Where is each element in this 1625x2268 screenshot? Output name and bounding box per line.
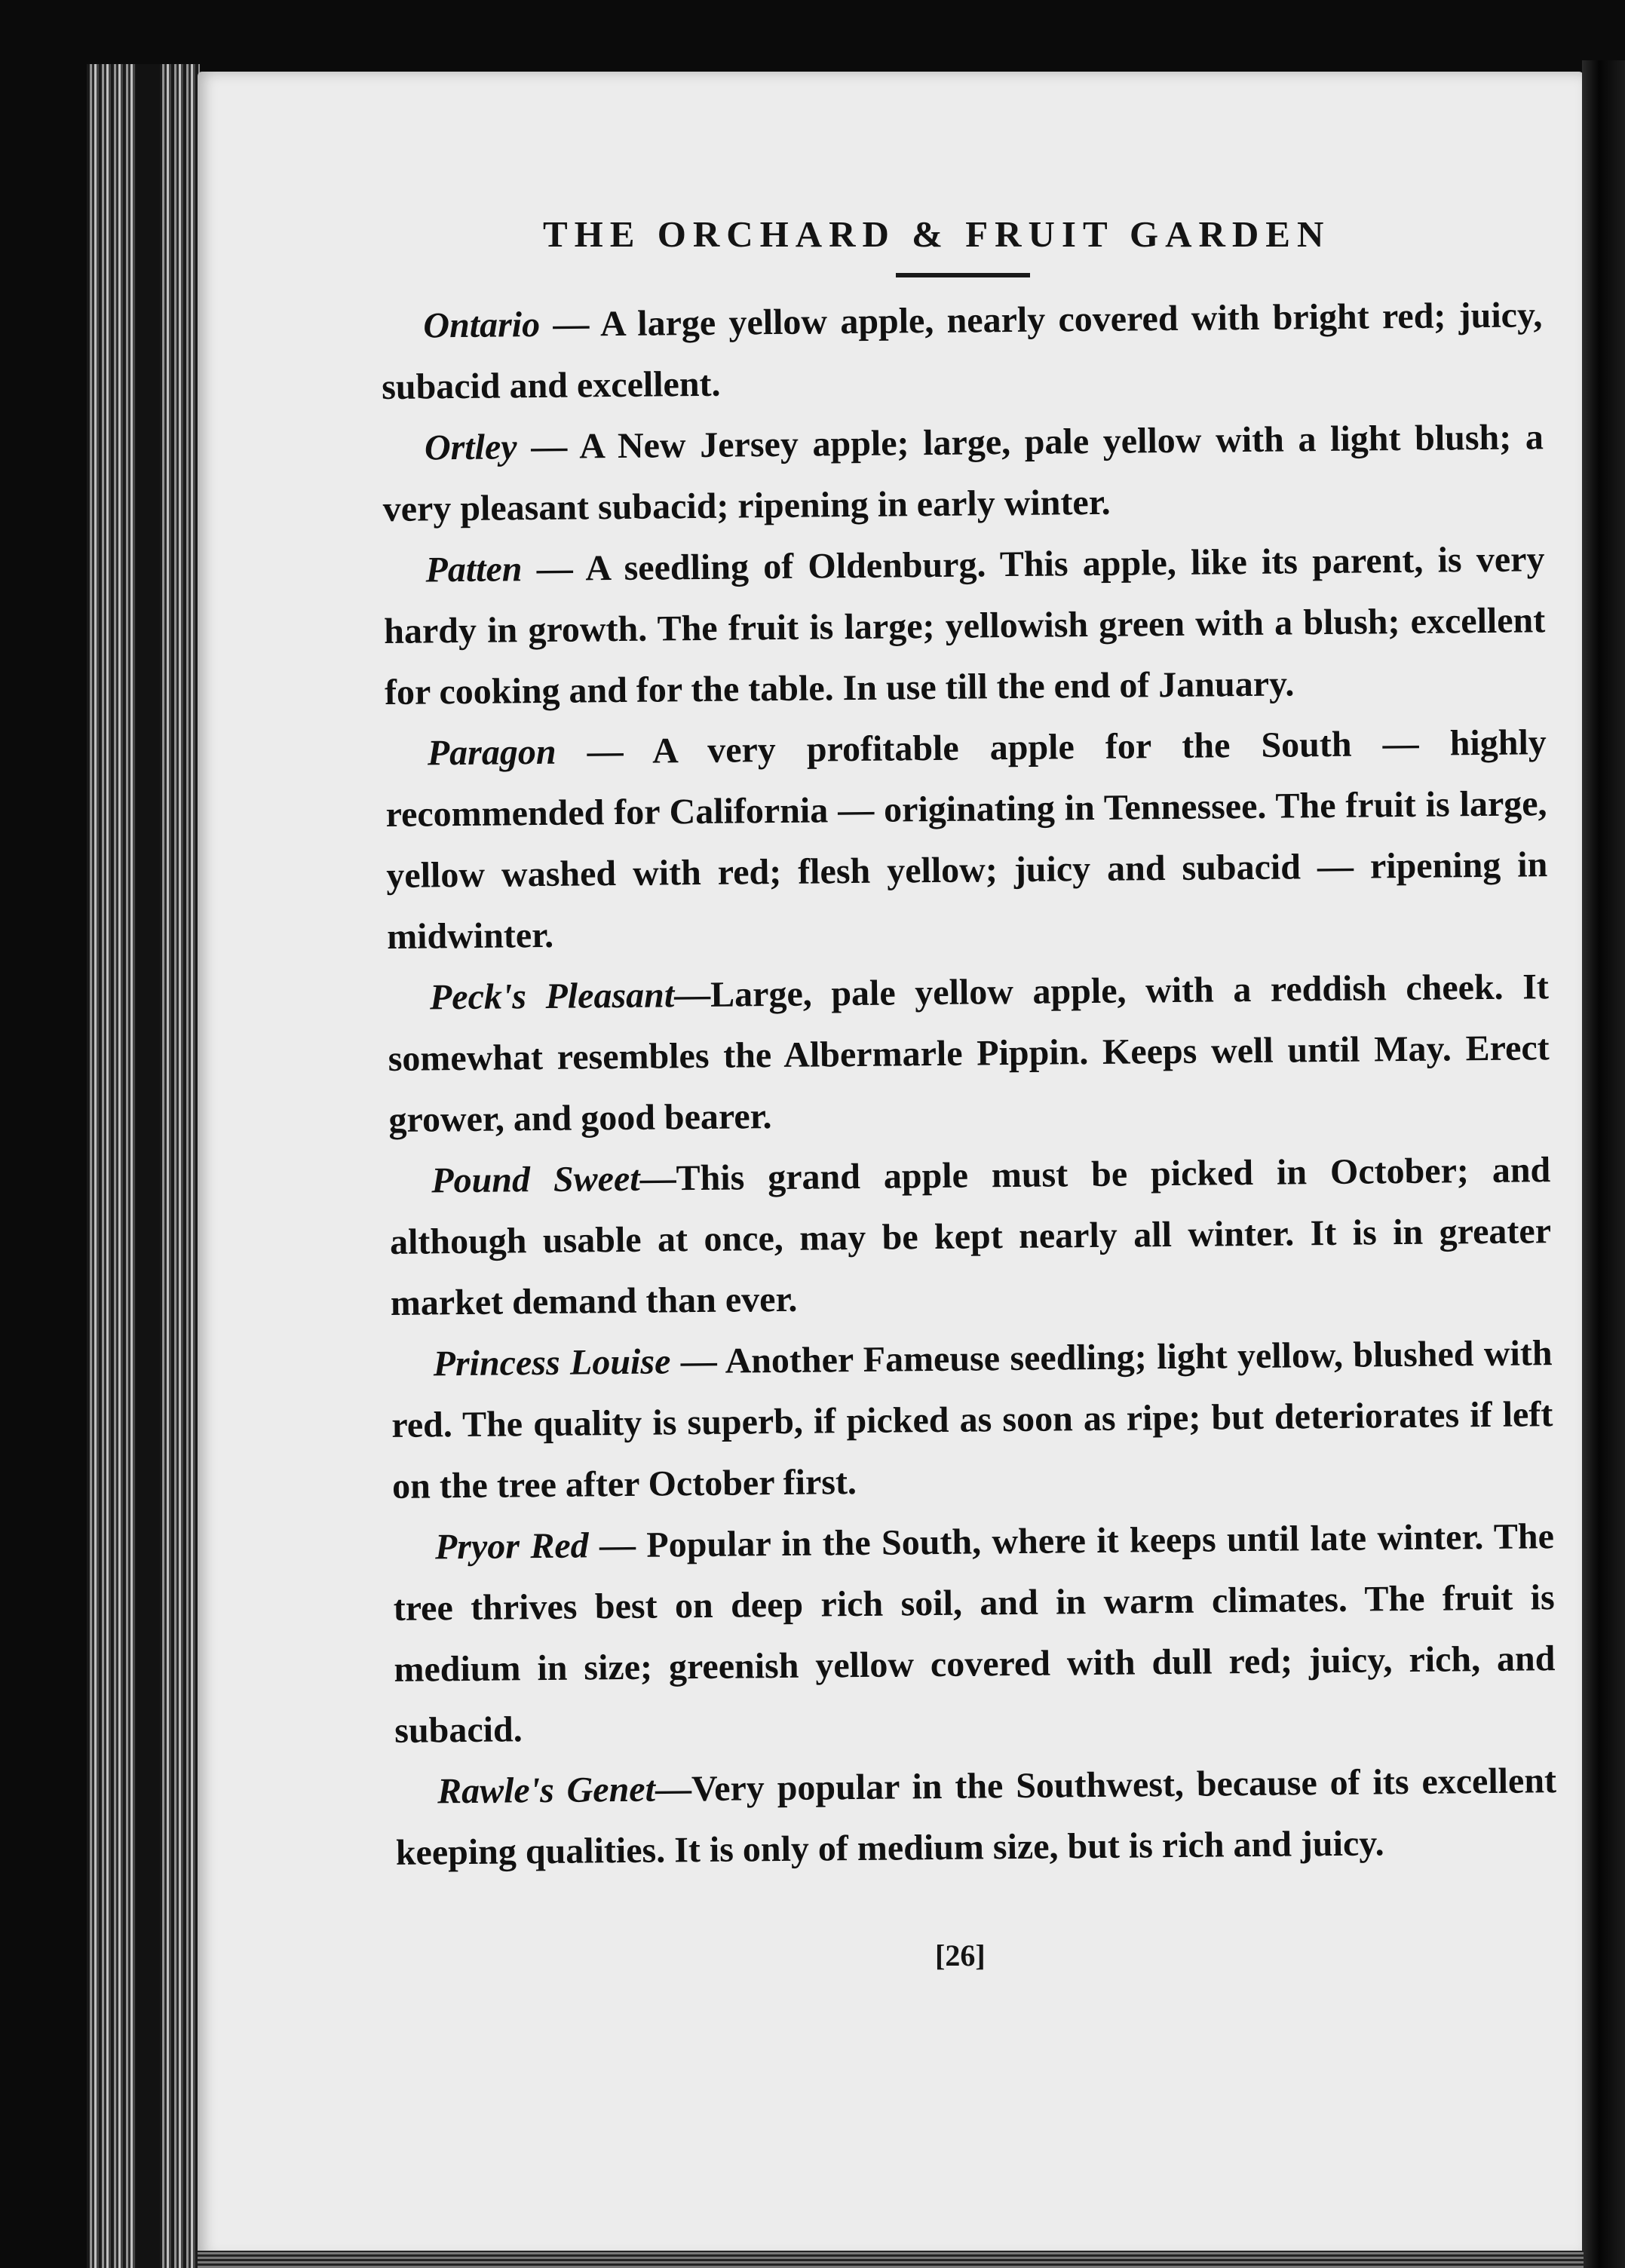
entry-name: Paragon: [427, 731, 556, 774]
book-bottom-edge: [198, 2251, 1584, 2268]
page-number: [26]: [935, 1939, 986, 1972]
entry-name: Ortley: [424, 427, 517, 468]
entry-ontario: [381, 284, 1543, 418]
entry-ortley: [382, 406, 1544, 540]
entry-text: — A very profitable apple for the South — highly recommended for California — originating in Tennessee. The fruit is large, yellow washed with red; flesh yellow; juicy and subacid — ripening in midwinter.: [385, 722, 1548, 957]
entry-name: Ontario: [423, 304, 541, 346]
head-rule: [896, 273, 1030, 277]
entry-name: Patten: [425, 549, 523, 590]
entry-name: Peck's Pleasant: [429, 975, 675, 1018]
entry-name: Rawle's Genet: [437, 1769, 656, 1812]
body-text: [381, 284, 1557, 1883]
entry-text: — Another Fameuse seedling; light yellow, blushed with red. The quality is superb, if picked as soon as ripe; but deteriorates if left on the tree after October first.: [391, 1333, 1553, 1506]
book-binding: [1582, 60, 1625, 2268]
entry-text: — A seedling of Oldenburg. This apple, like its parent, is very hardy in growth. The fruit is large; yellowish green with a blush; excellent for cooking and for the table. In use till the end of January.: [384, 539, 1546, 713]
entry-name: Pryor Red: [434, 1525, 589, 1568]
book-edge-shadow: [136, 64, 160, 2268]
entry-text: — A New Jersey apple; large, pale yellow with a light blush; a very pleasant subacid; ripening in early winter.: [382, 417, 1544, 529]
entry-text: —This grand apple must be picked in October; and although usable at once, may be kept nearly all winter. It is in greater market demand than ever.: [389, 1150, 1552, 1323]
running-head: THE ORCHARD & FRUIT GARDEN: [543, 213, 1331, 255]
entry-pound-sweet: [389, 1139, 1552, 1334]
entry-princess-louise: [391, 1322, 1553, 1517]
entry-text: —Very popular in the Southwest, because of its excellent keeping qualities. It is only of medium size, but is rich and juicy.: [395, 1761, 1557, 1873]
entry-pryor-red: [393, 1506, 1556, 1761]
entry-name: Pound Sweet: [431, 1158, 640, 1201]
entry-patten: [383, 529, 1546, 723]
entry-text: —Large, pale yellow apple, with a reddish cheek. It somewhat resembles the Albermarle Pippin. Keeps well until May. Erect grower, and good bearer.: [388, 967, 1550, 1140]
entry-rawles-genet: [395, 1750, 1557, 1883]
entry-text: — A large yellow apple, nearly covered with bright red; juicy, subacid and excellent.: [381, 295, 1543, 407]
entry-paragon: [385, 712, 1548, 967]
entry-text: — Popular in the South, where it keeps until late winter. The tree thrives best on deep rich soil, and in warm climates. The fruit is medium in size; greenish yellow covered with dull red; juicy, rich, and subacid.: [393, 1516, 1556, 1751]
entry-pecks-pleasant: [388, 956, 1550, 1151]
entry-name: Princess Louise: [433, 1341, 671, 1384]
